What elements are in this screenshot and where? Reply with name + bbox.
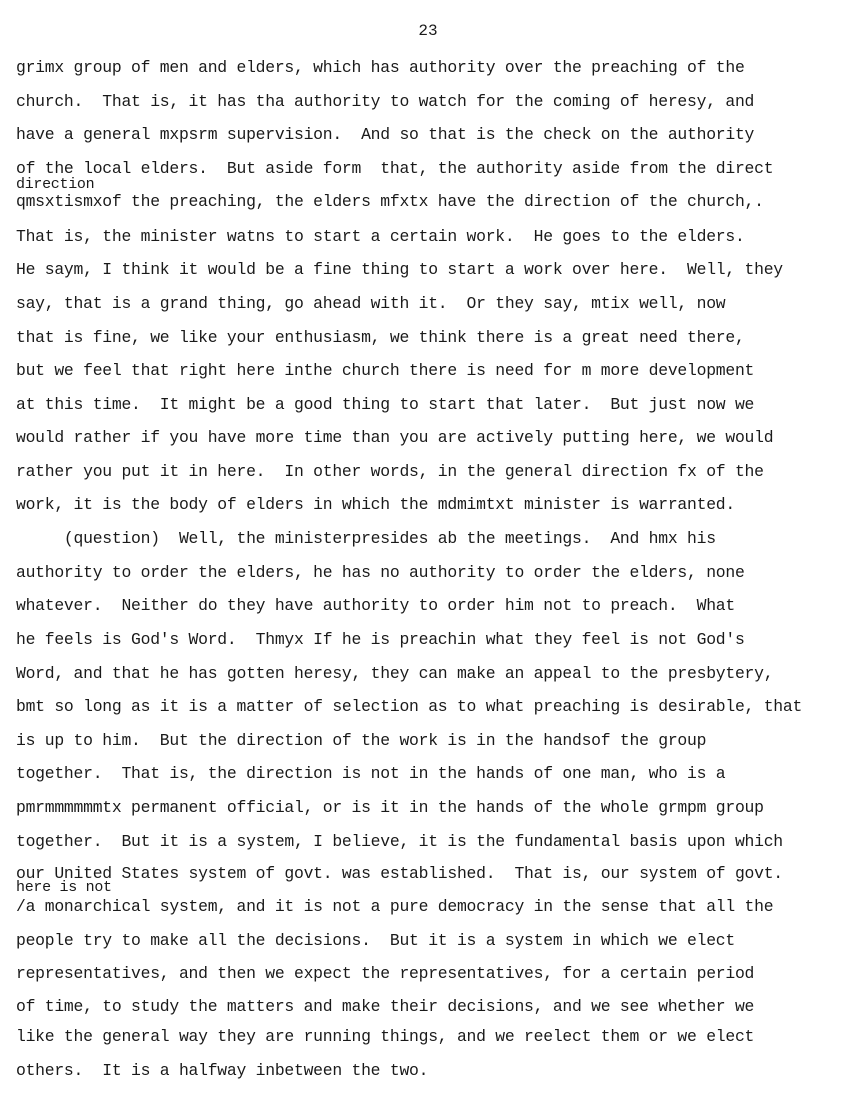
text-line: qmsxtismxof the preaching, the elders mfxtx have the direction of the church,. bbox=[16, 192, 764, 211]
text-line: people try to make all the decisions. But it is a system in which we elect bbox=[16, 931, 735, 950]
text-line: bmt so long as it is a matter of selection as to what preaching is desirable, that bbox=[16, 697, 803, 716]
text-line: pmrmmmmmmtx permanent official, or is it in the hands of the whole grmpm group bbox=[16, 798, 764, 817]
text-line: representatives, and then we expect the representatives, for a certain period bbox=[16, 964, 755, 983]
text-line: like the general way they are running things, and we reelect them or we elect bbox=[16, 1027, 755, 1046]
interlinear-note: here is not bbox=[16, 879, 112, 896]
text-line: He saym, I think it would be a fine thing to start a work over here. Well, they bbox=[16, 260, 783, 279]
text-line: authority to order the elders, he has no authority to order the elders, none bbox=[16, 563, 745, 582]
text-line: of the local elders. But aside form that, the authority aside from the direct bbox=[16, 159, 774, 178]
page-number: 23 bbox=[418, 22, 438, 40]
text-line: together. But it is a system, I believe, it is the fundamental basis upon which bbox=[16, 832, 783, 851]
text-line: whatever. Neither do they have authority to order him not to preach. What bbox=[16, 596, 735, 615]
text-line: say, that is a grand thing, go ahead with it. Or they say, mtix well, now bbox=[16, 294, 726, 313]
text-line: grimx group of men and elders, which has authority over the preaching of the bbox=[16, 58, 745, 77]
text-line: Word, and that he has gotten heresy, they can make an appeal to the presbytery, bbox=[16, 664, 774, 683]
text-line: is up to him. But the direction of the work is in the handsof the group bbox=[16, 731, 707, 750]
text-line: have a general mxpsrm supervision. And so that is the check on the authority bbox=[16, 125, 755, 144]
text-line: at this time. It might be a good thing to start that later. But just now we bbox=[16, 395, 755, 414]
text-line: others. It is a halfway inbetween the two. bbox=[16, 1061, 429, 1080]
text-line: work, it is the body of elders in which the mdmimtxt minister is warranted. bbox=[16, 495, 735, 514]
interlinear-note: direction bbox=[16, 176, 95, 193]
text-line: would rather if you have more time than you are actively putting here, we would bbox=[16, 428, 774, 447]
text-line: /a monarchical system, and it is not a pure democracy in the sense that all the bbox=[16, 897, 774, 916]
text-line: that is fine, we like your enthusiasm, we think there is a great need there, bbox=[16, 328, 745, 347]
text-line: (question) Well, the ministerpresides ab the meetings. And hmx his bbox=[16, 529, 716, 548]
text-line: rather you put it in here. In other words, in the general direction fx of the bbox=[16, 462, 764, 481]
text-line: That is, the minister watns to start a certain work. He goes to the elders. bbox=[16, 227, 745, 246]
text-line: he feels is God's Word. Thmyx If he is preachin what they feel is not God's bbox=[16, 630, 745, 649]
text-line: of time, to study the matters and make their decisions, and we see whether we bbox=[16, 997, 755, 1016]
text-line: our United States system of govt. was established. That is, our system of govt. bbox=[16, 864, 783, 883]
text-line: together. That is, the direction is not in the hands of one man, who is a bbox=[16, 764, 726, 783]
text-line: but we feel that right here inthe church there is need for m more development bbox=[16, 361, 755, 380]
text-line: church. That is, it has tha authority to watch for the coming of heresy, and bbox=[16, 92, 755, 111]
